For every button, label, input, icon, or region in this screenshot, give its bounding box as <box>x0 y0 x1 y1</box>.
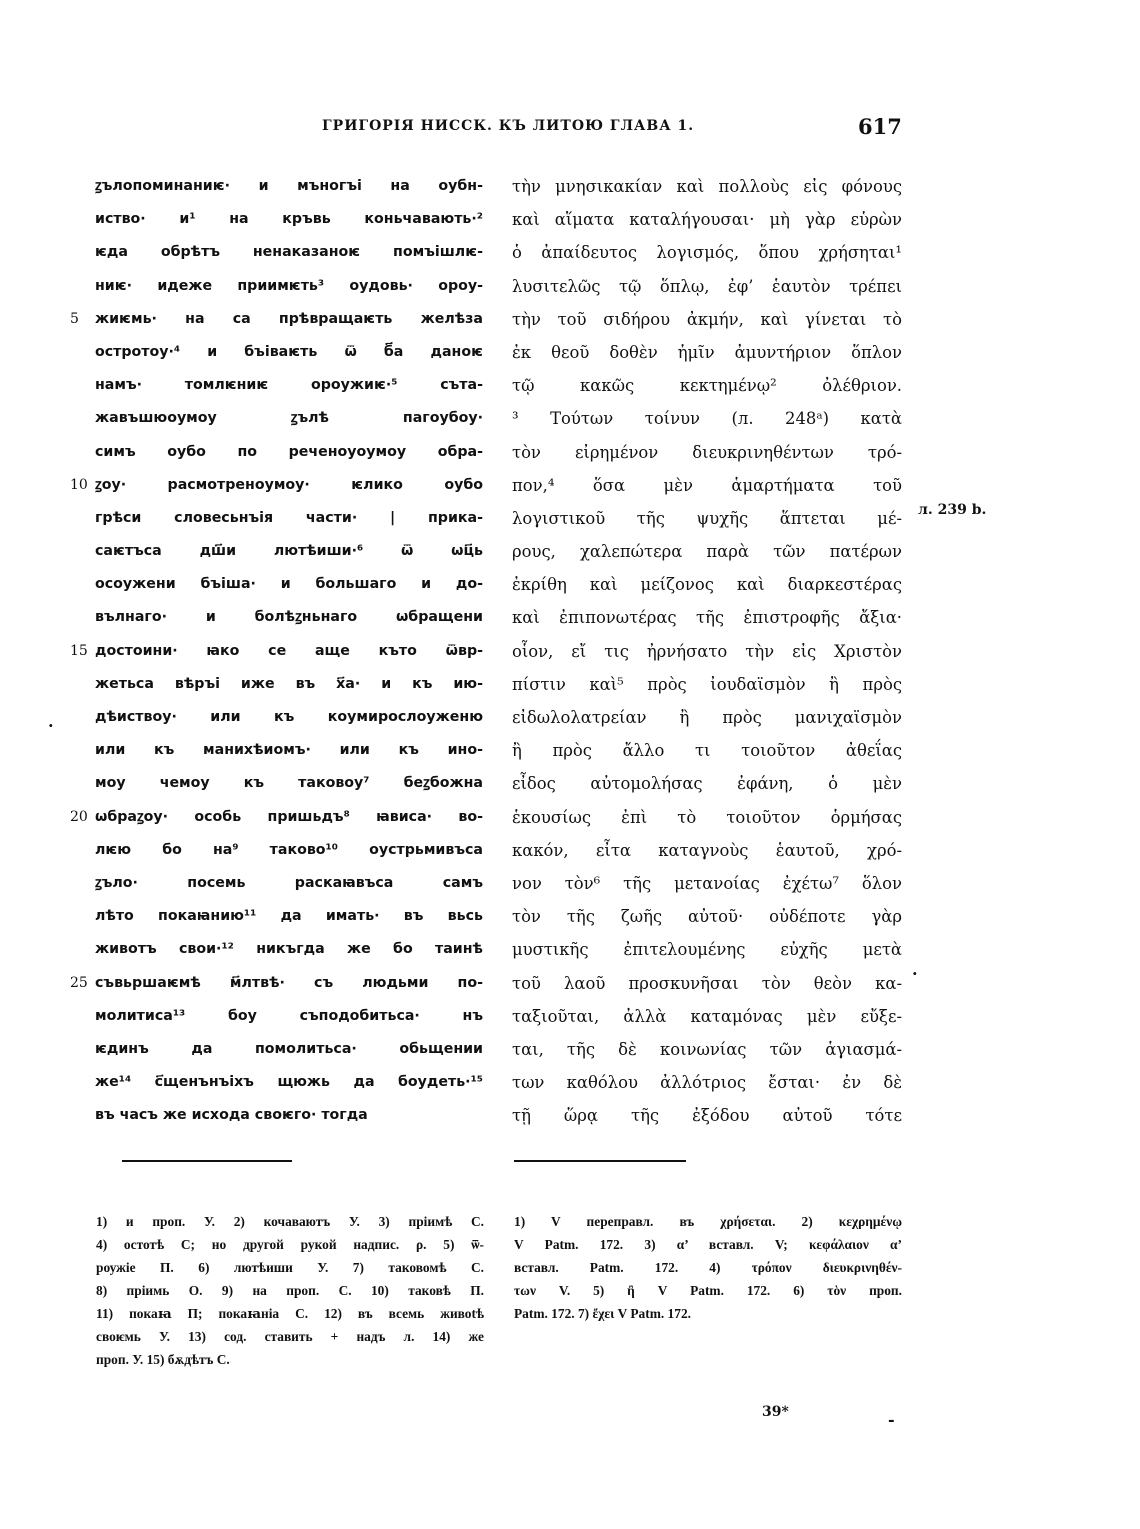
text-line: вълнаго· и болѣꙁньнаго ѡбращени <box>95 609 483 626</box>
text-line: намъ· томлѥниѥ ороужиѥ·⁵ сътa- <box>95 377 483 394</box>
text-line: ἑκουσίως ἐπὶ τὸ τοιοῦτον ὁρμήσας <box>512 807 902 827</box>
text-line: μυστικῆς ἐπιτελουμένης εὐχῆς μετὰ <box>512 940 902 960</box>
text-line: ѡбраꙁоу· особь пришьдъ⁸ ꙗвиса· во- <box>95 808 483 825</box>
text-line: ὁ ἀπαίδευτος λογισμός, ὅπου χρήσηται¹ <box>512 243 902 263</box>
text-line: своѥмь У. 13) сод. ставить + надъ л. 14) же <box>96 1329 484 1344</box>
slavonic-text-column <box>95 170 483 1132</box>
footnotes-right <box>514 1210 902 1325</box>
text-line: νον τὸν⁶ τῆς μετανοίας ἐχέτω⁷ ὅλον <box>512 873 902 893</box>
text-line: 1) и проп. У. 2) кочаваютъ У. 3) прiимѣ С. <box>96 1214 484 1229</box>
text-line: дѣиствоу· или къ коумирослоуженю <box>95 709 483 725</box>
line-number: 15 <box>70 642 88 659</box>
text-line: ѥдинъ да помолитьса· обьщении <box>95 1040 483 1057</box>
text-line: λογιστικοῦ τῆς ψυχῆς ἅπτεται μέ- <box>512 508 902 528</box>
text-line: жавъшюоумоу ꙁълѣ пагоубоу· <box>95 410 483 427</box>
text-line: πον,⁴ ὅσα μὲν ἁμαρτήματα τοῦ <box>512 475 902 495</box>
footnote-rule-left <box>122 1160 292 1162</box>
text-line: ѥда обрѣтъ ненаказаноѥ помъішлѥ- <box>95 244 483 261</box>
text-line: τῷ κακῶς κεκτημένῳ² ὀλέθριον. <box>512 376 902 396</box>
text-line: лѥю бо на⁹ таково¹⁰ оустрьмивъса <box>95 841 483 858</box>
text-line: λυσιτελῶς τῷ ὅπλῳ, ἐφ’ ἑαυτὸν τρέπει <box>512 276 902 296</box>
text-line: ꙁъло· посемь раскаꙗвъса самъ <box>95 874 483 891</box>
footnote-rule-right <box>514 1160 686 1162</box>
signature-mark: 39* <box>762 1404 789 1420</box>
text-line: 11) покаꙗ П; покаꙗнiа С. 12) въ всемь живоtѣ <box>96 1306 484 1321</box>
text-line: Patm. 172. 7) ἔχει V Patm. 172. <box>514 1306 691 1321</box>
text-line: ꙁоу· расмотреноумоу· ѥлико оубо <box>95 476 483 493</box>
text-line: роужiе П. 6) лютѣиши У. 7) таковомѣ С. <box>96 1260 484 1275</box>
text-line: κακόν, εἶτα καταγνοὺς ἑαυτοῦ, χρό- <box>512 840 902 860</box>
text-line: осоужени бъіша· и большаго и до- <box>95 576 483 593</box>
text-line: молитиса¹³ боу съподобитьса· нъ <box>95 1007 483 1024</box>
corner-mark: - <box>888 1410 895 1429</box>
text-line: ἢ πρὸς ἄλλο τι τοιοῦτον ἀθεΐας <box>512 741 902 761</box>
line-number: 5 <box>70 310 79 327</box>
text-line: εἶδος αὐτομολήσας ἐφάνη, ὁ μὲν <box>512 774 902 794</box>
text-line: иство· и¹ на кръвь коньчавають·² <box>95 211 483 228</box>
text-line: въ часъ же исхода своѥго· тогда <box>95 1107 368 1124</box>
margin-dot: · <box>48 716 54 735</box>
text-line: жиѥмь· на са прѣвращаѥть желѣза <box>95 310 483 327</box>
text-line: καὶ αἵματα καταλήγουσαι· μὴ γὰρ εὑρὼν <box>512 210 902 230</box>
text-line: саѥтъса дш҃и лютѣиши·⁶ ѿ ѡц҃ь <box>95 543 483 560</box>
text-line: ταξιοῦται, ἀλλὰ καταμόνας μὲν εὔξε- <box>512 1006 902 1026</box>
text-line: ρους, χαλεπώτερα παρὰ τῶν πατέρων <box>512 542 902 562</box>
text-line: 8) прiимь О. 9) на проп. С. 10) таковѣ П. <box>96 1283 484 1298</box>
text-line: ἐκρίθη καὶ μείζονος καὶ διαρκεστέρας <box>512 575 902 595</box>
text-line: V Patm. 172. 3) α’ вставл. V; κεφάλαιον α’ <box>514 1237 902 1252</box>
text-line: καὶ ἐπιπονωτέρας τῆς ἐπιστροφῆς ἄξια· <box>512 608 902 628</box>
margin-folio-reference: л. 239 b. <box>918 502 987 518</box>
text-line: достоини· ꙗко се аще къто ѿвр- <box>95 642 483 659</box>
text-line: τὴν μνησικακίαν καὶ πολλοὺς εἰς φόνους <box>512 177 902 196</box>
text-line: 4) остотѣ С; но другой рукой надпис. ρ. 5) ѿ- <box>96 1237 484 1252</box>
text-line: τὴν τοῦ σιδήρου ἀκμήν, καὶ γίνεται τὸ <box>512 309 902 329</box>
text-line: πίστιν καὶ⁵ πρὸς ἰουδαϊσμὸν ἢ πρὸς <box>512 674 902 694</box>
text-line: ἐκ θεοῦ δοθὲν ἡμῖν ἀμυντήριον ὅπλον <box>512 342 902 362</box>
text-line: 1) V переправл. въ χρήσεται. 2) κεχρημένῳ <box>514 1214 902 1229</box>
text-line: симъ оубо по реченоуоумоу обра- <box>95 443 483 460</box>
text-line: εἰδωλολατρείαν ἢ πρὸς μανιχαϊσμὸν <box>512 708 902 727</box>
text-line: проп. У. 15) бѫдѣтъ С. <box>96 1352 230 1367</box>
text-line: τοῦ λαοῦ προσκυνῆσαι τὸν θεὸν κα- <box>512 973 902 993</box>
page-number: 617 <box>858 114 902 139</box>
margin-dot: . <box>912 960 918 979</box>
text-line: лѣто покаꙗнию¹¹ да имать· въ вьсь <box>95 908 483 925</box>
text-line: остротоу·⁴ и бъіваѥть ѿ б҃а даноѥ <box>95 343 483 360</box>
text-line: οἷον, εἴ τις ἠρνήσατο τὴν εἰς Χριστὸν <box>512 641 902 661</box>
line-number: 10 <box>70 476 88 493</box>
text-line: грѣси словесьнъія части· | прика- <box>95 509 483 526</box>
text-line: или къ манихѣиомъ· или къ ино- <box>95 742 483 759</box>
text-line: животъ свои·¹² никъгда же бо таинѣ <box>95 941 483 958</box>
line-number: 20 <box>70 808 88 825</box>
text-line: ниѥ· идеже приимѥть³ оудовь· ороу- <box>95 277 483 294</box>
text-line: моу чемоу къ таковоу⁷ беꙁбожна <box>95 775 483 792</box>
text-line: жетьса вѣръі иже въ х҃а· и къ ию- <box>95 675 483 692</box>
line-number: 25 <box>70 974 88 991</box>
text-line: вставл. Patm. 172. 4) τρόπον διευκρινηθέν- <box>514 1260 902 1275</box>
text-line: των V. 5) ἢ V Patm. 172. 6) τὸν проп. <box>514 1283 902 1298</box>
greek-text-column <box>512 170 902 1132</box>
text-line: ꙁълопоминаниѥ· и мънoгъі на оубн- <box>95 178 483 194</box>
text-line: же¹⁴ с҃щенънъіхъ щюжь да боудеть·¹⁵ <box>95 1074 483 1091</box>
text-line: τὸν εἰρημένον διευκρινηθέντων τρό- <box>512 442 902 462</box>
text-line: των καθόλου ἀλλότριος ἔσται· ἐν δὲ <box>512 1073 902 1093</box>
footnotes-left <box>96 1210 484 1371</box>
text-line: τὸν τῆς ζωῆς αὐτοῦ· οὐδέποτε γὰρ <box>512 907 902 927</box>
text-line: ³ Τούτων τοίνυν (л. 248ᵃ) κατὰ <box>512 409 902 429</box>
header-title: ГРИГОРІЯ НИССК. КЪ ЛИТОЮ ГЛАВА 1. <box>322 118 695 134</box>
text-line: τῇ ὥρᾳ τῆς ἐξόδου αὐτοῦ τότε <box>512 1106 902 1126</box>
text-line: съвьршаѥмѣ м҃лтвѣ· съ людьми по- <box>95 974 483 991</box>
text-line: ται, τῆς δὲ κοινωνίας τῶν ἁγιασμά- <box>512 1039 902 1059</box>
